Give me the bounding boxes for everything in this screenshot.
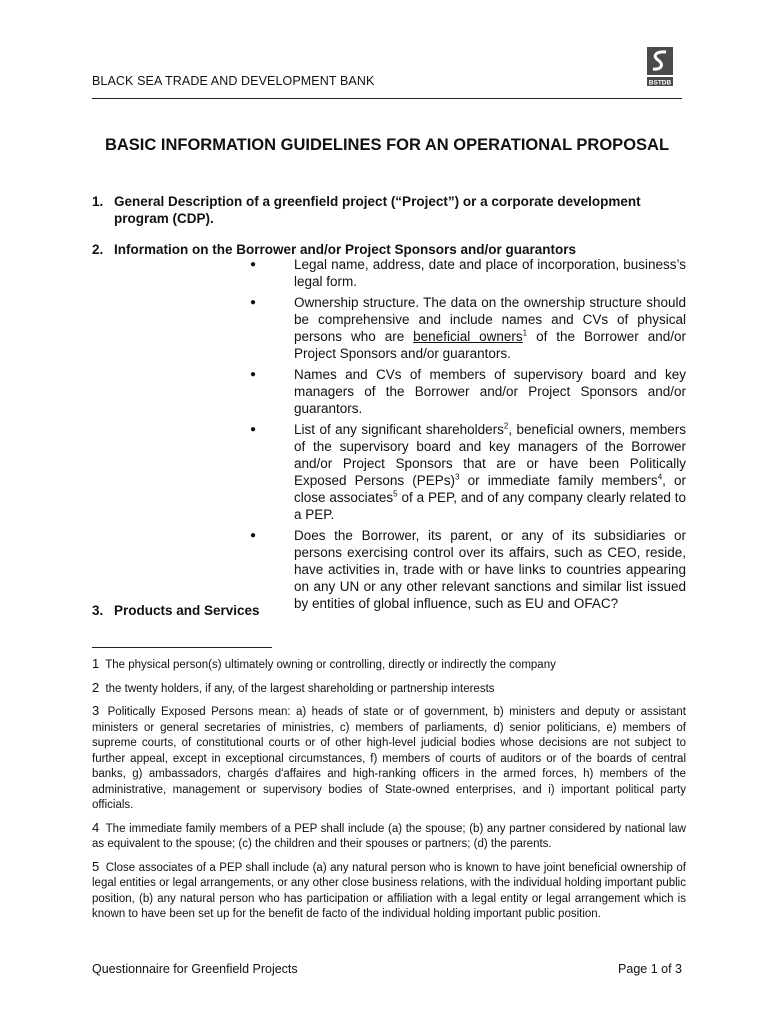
section-number: 2. bbox=[92, 242, 104, 257]
page-number: Page 1 of 3 bbox=[618, 962, 682, 976]
logo-text: BSTDB bbox=[648, 79, 672, 87]
bstdb-logo bbox=[646, 46, 674, 88]
bullet-icon: ● bbox=[250, 259, 257, 270]
section-heading: Products and Services bbox=[114, 603, 260, 618]
bullet-icon: ● bbox=[250, 530, 257, 541]
list-item: ● Legal name, address, date and place of incorporation, business’s legal form. bbox=[250, 257, 686, 289]
footnote: 4 The immediate family members of a PEP shall include (a) the spouse; (b) any partner considered by national law as equivalent to the spouse; (c) the children and their spouses or partners; (d) the parents. bbox=[92, 819, 686, 850]
section-number: 3. bbox=[92, 603, 104, 618]
footnotes bbox=[92, 656, 686, 929]
footnote: 1 The physical person(s) ultimately owning or controlling, directly or indirectly the company bbox=[92, 656, 556, 671]
bullet-icon: ● bbox=[250, 297, 257, 308]
borrower-info-list bbox=[250, 256, 686, 616]
footnote: 2 the twenty holders, if any, of the largest shareholding or partnership interests bbox=[92, 679, 495, 695]
footer-doc-name: Questionnaire for Greenfield Projects bbox=[92, 962, 298, 976]
footnote-ref: 2 bbox=[503, 421, 509, 431]
list-item: ● List of any significant shareholders$^2$, beneficial owners, members of the supervisory board and key managers of the Borrower and/or Project Sponsors that are or have been Politically Exposed Persons (PEPs)$^3$ or immediate family members$^4$, or close associates$^5$ of a PEP, and of any company clearly related to a PEP. bbox=[250, 421, 686, 522]
list-item: ● Names and CVs of members of supervisory board and key managers of the Borrower and/or Project Sponsors and/or guarantors. bbox=[250, 367, 686, 416]
section-heading: General Description of a greenfield project (“Project”) or a corporate development program (CDP). bbox=[114, 194, 641, 226]
footnote: 3 Politically Exposed Persons mean: a) heads of state or of government, b) ministers and deputy or assistant ministers or general secretaries of ministries, c) members of parliaments, d) senior politicians, e) members of supreme courts, of constitutional courts or of other high-level judicial bodies whose decisions are not subject to further appeal, except in exceptional circumstances, f) members of courts of auditors or of the boards of central banks, g) ambassadors, chargés d'affaires and high-ranking officers in the armed forces, h) members of the administrative, management or supervisory bodies of State-owned enterprises, and i) important political party officials. bbox=[92, 703, 686, 811]
footnote-ref: 3 bbox=[455, 472, 460, 482]
footnote: 5 Close associates of a PEP shall include (a) any natural person who is known to have joint beneficial ownership of legal entities or legal arrangements, or any other close business relations, with the individual holding important public position, (b) any natural person who has participation or affiliation with a legal entity or legal arrangement which is known to have been set up for the benefit de facto of the individual holding important public position. bbox=[92, 858, 686, 920]
document-title: BASIC INFORMATION GUIDELINES FOR AN OPERATIONAL PROPOSAL bbox=[104, 136, 670, 154]
beneficial-owners-term: beneficial owners bbox=[413, 329, 523, 344]
footnote-ref: 5 bbox=[393, 489, 398, 499]
bullet-icon: ● bbox=[250, 369, 257, 380]
list-item: ● Ownership structure. The data on the ownership structure should be comprehensive and include names and CVs of physical persons who are beneficial owners$^1$ of the Borrower and/or Project Sponsors and/or guarantors. bbox=[250, 295, 686, 361]
bank-name: BLACK SEA TRADE AND DEVELOPMENT BANK bbox=[92, 74, 375, 88]
footnote-ref: 4 bbox=[657, 472, 663, 482]
bullet-icon: ● bbox=[250, 424, 257, 435]
section-1 bbox=[92, 193, 682, 227]
section-heading: Information on the Borrower and/or Project Sponsors and/or guarantors bbox=[114, 242, 577, 257]
footnote-ref: 1 bbox=[522, 328, 528, 338]
section-number: 1. bbox=[92, 194, 104, 209]
footnote-divider bbox=[92, 647, 272, 648]
section-3 bbox=[92, 602, 682, 619]
page-header bbox=[92, 46, 682, 99]
list-item: ● Does the Borrower, its parent, or any of its subsidiaries or persons exercising control over its affairs, such as CEO, reside, have activities in, trade with or have links to countries appearing on any UN or any other relevant sanctions and similar list issued by entities of global influence, such as EU and OFAC? bbox=[250, 528, 686, 611]
